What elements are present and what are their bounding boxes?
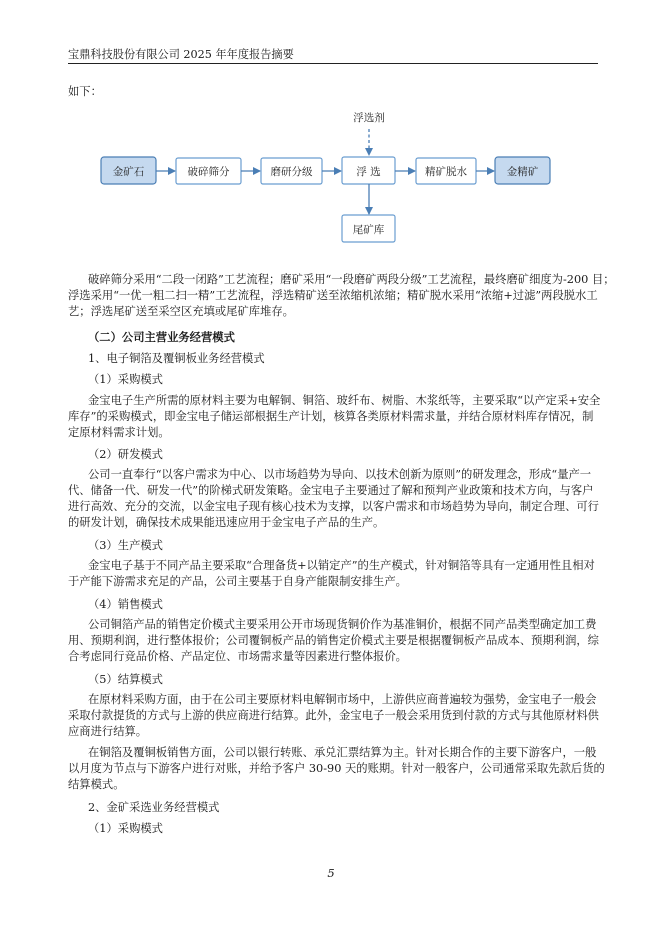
sub-heading-2: 2、金矿采选业务经营模式 bbox=[88, 801, 220, 814]
para-process-line-3: 艺；浮选尾矿送至采空区充填或尾矿库堆存。 bbox=[68, 305, 294, 318]
para-rd-line-3: 进行高效、充分的交流，以金宝电子现有核心技术为支撑，以客户需求和市场趋势为导向，制定合理、可行 bbox=[68, 500, 599, 513]
para-prod-line-1: 金宝电子基于不同产品主要采取“合理备货+以销定产”的生产模式，针对铜箔等具有一定通用性且相对 bbox=[88, 559, 595, 572]
para-rd-line-4: 的研发计划，确保技术成果能迅速应用于金宝电子产品的生产。 bbox=[68, 516, 385, 529]
para-purchase-line-2: 库存”的采购模式，即金宝电子储运部根据生产计划，核算各类原材料需求量，并结合原材料库存情况，制 bbox=[68, 410, 594, 423]
intro-text: 如下： bbox=[68, 85, 102, 98]
para-settle2-line-1: 在铜箔及覆铜板销售方面，公司以银行转账、承兑汇票结算为主。针对长期合作的主要下游客户，一般 bbox=[88, 746, 597, 759]
header-rule bbox=[68, 63, 598, 64]
para-settle2-line-3: 结算模式。 bbox=[68, 778, 125, 791]
heading-purchase-2: （1）采购模式 bbox=[88, 822, 163, 835]
para-prod-line-2: 于产能下游需求充足的产品，公司主要基于自身产能限制安排生产。 bbox=[68, 575, 407, 588]
section-title: （二）公司主营业务经营模式 bbox=[88, 330, 235, 344]
heading-rd: （2）研发模式 bbox=[88, 448, 163, 461]
reagent-label: 浮选剂 bbox=[353, 112, 385, 124]
para-settle2-line-2: 以月度为节点与下游客户进行对账，并给予客户 30-90 天的账期。针对一般客户，公司通常采取先款后货的 bbox=[68, 762, 605, 775]
heading-sales: （4）销售模式 bbox=[88, 598, 163, 611]
sub-heading-1: 1、电子铜箔及覆铜板业务经营模式 bbox=[88, 352, 265, 365]
process-flow-diagram bbox=[0, 100, 662, 270]
page-number: 5 bbox=[327, 866, 335, 880]
flow-label-grinding: 磨研分级 bbox=[270, 166, 313, 178]
para-settle1-line-2: 采取付款提货的方式与上游的供应商进行结算。此外，金宝电子一般会采用货到付款的方式与其他原材料供 bbox=[68, 709, 599, 722]
para-rd-line-1: 公司一直奉行“以客户需求为中心、以市场趋势为导向、以技术创新为原则”的研发理念，形成“量产一 bbox=[88, 468, 592, 481]
flow-label-dewatering: 精矿脱水 bbox=[425, 166, 467, 178]
para-rd-line-2: 代、储备一代、研发一代”的阶梯式研发策略。金宝电子主要通过了解和预判产业政策和技术方向，与客户 bbox=[68, 484, 594, 497]
para-sales-line-3: 合考虑同行竞品价格、产品定位、市场需求量等因素进行整体报价。 bbox=[68, 650, 407, 663]
para-sales-line-2: 用、预期利润，进行整体报价；公司覆铜板产品的销售定价模式主要是根据覆铜板产品成本、预期利润，综 bbox=[68, 634, 599, 647]
heading-purchase: （1）采购模式 bbox=[88, 373, 163, 386]
page-header: 宝鼎科技股份有限公司 2025 年年度报告摘要 bbox=[68, 48, 294, 61]
para-purchase-line-3: 定原材料需求计划。 bbox=[68, 426, 170, 439]
heading-production: （3）生产模式 bbox=[88, 539, 163, 552]
para-purchase-line-1: 金宝电子生产所需的原材料主要为电解铜、铜箔、玻纤布、树脂、木浆纸等，主要采取“以产定采+安全 bbox=[88, 394, 601, 407]
flow-label-gold-ore: 金矿石 bbox=[112, 166, 145, 178]
flow-label-flotation: 浮 选 bbox=[356, 166, 381, 178]
para-process-line-2: 浮选采用“一优一粗二扫一精”工艺流程，浮选精矿送至浓缩机浓缩；精矿脱水采用“浓缩+过滤”两段脱水工 bbox=[68, 289, 598, 302]
flow-label-tailings: 尾矿库 bbox=[352, 224, 385, 236]
para-process-line-1: 破碎筛分采用“二段一闭路”工艺流程；磨矿采用“一段磨矿两段分级”工艺流程，最终磨矿细度为-200 目； bbox=[88, 273, 615, 286]
para-sales-line-1: 公司铜箔产品的销售定价模式主要采用公开市场现货铜价作为基准铜价，根据不同产品类型确定加工费 bbox=[88, 618, 597, 631]
flow-label-crushing: 破碎筛分 bbox=[187, 166, 230, 178]
flow-label-concentrate: 金精矿 bbox=[506, 166, 539, 178]
para-settle1-line-1: 在原材料采购方面，由于在公司主要原材料电解铜市场中，上游供应商普遍较为强势，金宝电子一般会 bbox=[88, 693, 597, 706]
para-settle1-line-3: 应商进行结算。 bbox=[68, 725, 148, 738]
heading-settlement: （5）结算模式 bbox=[88, 673, 163, 686]
